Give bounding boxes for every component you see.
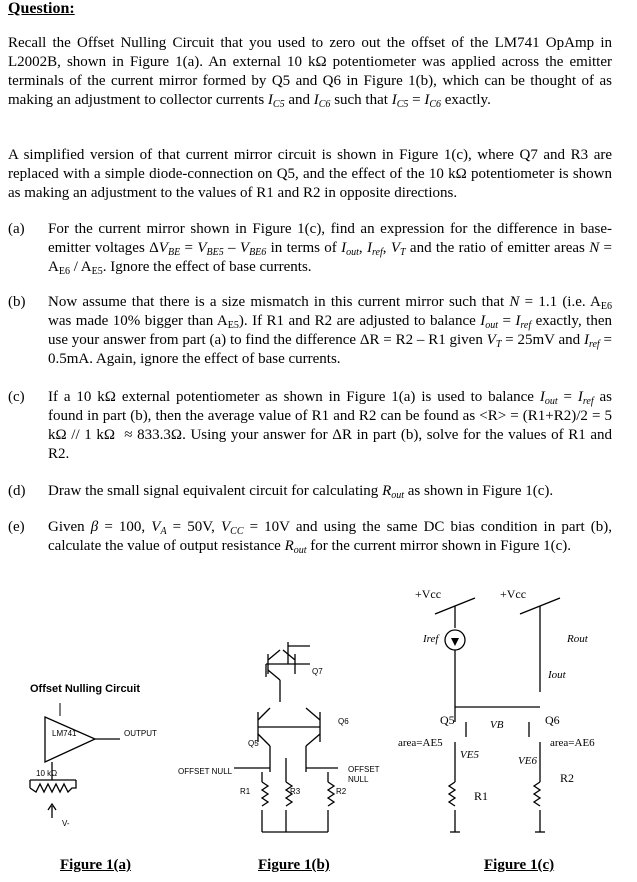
pot-label: 10 kΩ — [36, 769, 58, 778]
r2c-label: R2 — [560, 771, 575, 785]
question-text: For the current mirror shown in Figure 1(c), find an expression for the difference in base-emitter voltages $\Delta V_{BE} = V_{BE5} - V_{BE6}$ in terms of $I_{out}$, $I_{ref}$, $V_T$ and the ratio of emitter areas $N = A_{E6} / A_{E5}$. Ignore the effect of base currents. — [48, 221, 612, 277]
paragraph-simplified: A simplified version of that current mirror circuit is shown in Figure 1(c), where Q7 and R3 are replaced with a simple diode-connection on Q5, and the effect of the 10 kΩ potentiometer is shown as making an adjustment to the values of R1 and R2 in opposite directions. — [8, 147, 612, 201]
offset-null-left: OFFSET NULL — [178, 767, 233, 776]
arrow-down-icon — [451, 638, 459, 646]
question-label: (e) — [8, 519, 25, 535]
iout-label: Iout — [548, 669, 566, 681]
ve5-label: VE5 — [460, 749, 479, 761]
question-text: Given β = 100, $V_A = 50V$, $V_{CC} = 10V$ and using the same DC bias condition in part (b), calculate the value of output resistance $R_{out}$ for the current mirror shown in Figure 1(c). — [48, 519, 612, 556]
offset-null-right: OFFSET — [348, 765, 380, 774]
question-text: Draw the small signal equivalent circuit for calculating $R_{out}$ as shown in Figure 1(c). — [48, 483, 554, 501]
q6c-label: Q6 — [545, 713, 560, 727]
caption-a: Figure 1(a) — [60, 857, 131, 873]
question-label: (a) — [8, 221, 25, 237]
question-text: If a 10 kΩ external potentiometer as shown in Figure 1(a) is used to balance $I_{out} = I_{ref}$ as found in part (b), then the average value of R1 and R2 can be found as <R> = (R1+R2)/2 = 5 kΩ // 1 kΩ ≈ 833.3Ω. Using your answer for ΔR in part (b), solve for the values of R1 and R2. — [48, 389, 613, 462]
question-b — [8, 293, 612, 369]
question-label: (d) — [8, 483, 26, 499]
vminus-label: V- — [62, 819, 70, 828]
opamp-symbol — [45, 717, 95, 762]
null-label: NULL — [348, 775, 369, 784]
question-e — [8, 518, 612, 556]
rout-label: Rout — [567, 633, 588, 645]
question-c — [8, 388, 612, 464]
figures-area — [0, 582, 637, 882]
vb-label: VB — [490, 719, 504, 731]
r1-label: R1 — [240, 787, 251, 796]
question-heading: Question: — [8, 0, 75, 17]
fig-a-title: Offset Nulling Circuit — [30, 683, 140, 695]
iref-label: Iref — [423, 633, 439, 645]
r2-label: R2 — [336, 787, 347, 796]
vcc1-label: +Vcc — [415, 587, 442, 601]
question-label: (b) — [8, 294, 26, 310]
question-text: Now assume that there is a size mismatch in this current mirror such that N = 1.1 (i.e. $A_{E6}$ was made 10% bigger than $A_{E5}$). If R1 and R2 are adjusted to balance $I_{out} = I_{ref}$ exactly, then use your answer from part (a) to find the difference ΔR = R2 – R1 given $V_T = 25mV$ and $I_{ref} = 0.5mA$. Again, ignore the effect of base currents. — [48, 294, 612, 367]
q7-label: Q7 — [312, 667, 323, 676]
question-d — [8, 482, 612, 501]
r3-label: R3 — [290, 787, 301, 796]
output-label: OUTPUT — [124, 729, 157, 738]
opamp-label: LM741 — [52, 729, 77, 738]
caption-c: Figure 1(c) — [484, 857, 555, 873]
q5c-label: Q5 — [440, 713, 455, 727]
q6-label: Q6 — [338, 717, 349, 726]
vcc2-label: +Vcc — [500, 587, 527, 601]
question-a — [8, 220, 612, 277]
paragraph-intro: Recall the Offset Nulling Circuit that you used to zero out the offset of the LM741 OpAmp in L2002B, shown in Figure 1(a). An external 10 kΩ potentiometer was applied across the emitter terminals of the current mirror formed by Q5 and Q6 in Figure 1(b), which can be thought of as making an adjustment to collector currents $I_{C5}$ and $I_{C6}$ such that $I_{C5} = I_{C6}$ exactly. — [8, 35, 612, 110]
area6-label: area=AE6 — [550, 737, 595, 749]
question-label: (c) — [8, 389, 25, 405]
r1c-label: R1 — [474, 789, 489, 803]
ve6-label: VE6 — [518, 755, 537, 767]
caption-b: Figure 1(b) — [258, 857, 330, 873]
q5-label: Q5 — [248, 739, 259, 748]
area5-label: area=AE5 — [398, 737, 443, 749]
